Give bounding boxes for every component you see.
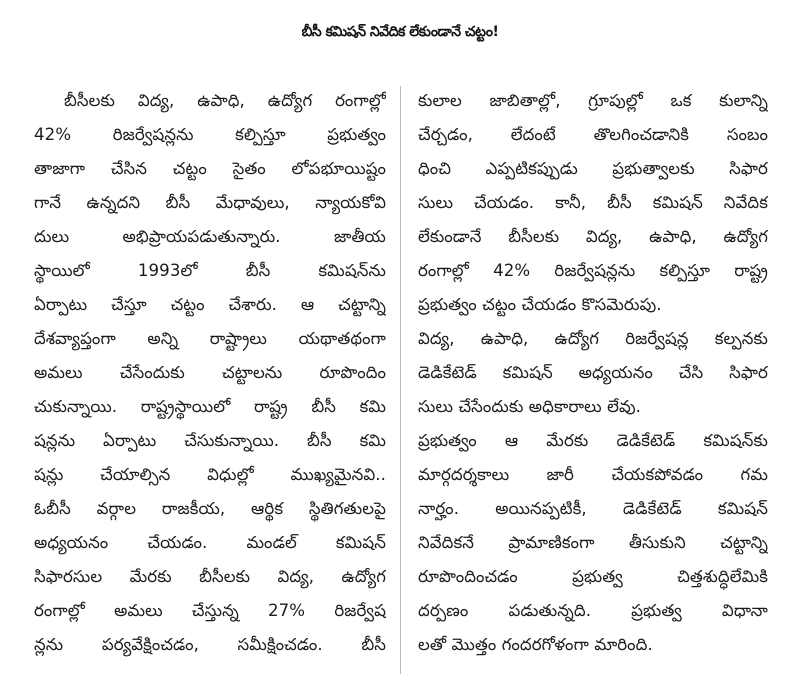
- right-column: [418, 84, 768, 662]
- right-line: విద్య, ఉపాధి, ఉద్యోగ రిజర్వేషన్ల కల్పనకు: [418, 329, 768, 348]
- right-line: డెడికేటెడ్ కమిషన్ అధ్యయనం చేసి సిఫార: [418, 363, 768, 382]
- left-line: ఏర్పాటు చేస్తూ చట్టం చేశారు. ఆ చట్టాన్ని: [34, 295, 386, 314]
- left-line: చుకున్నాయి. రాష్ట్రస్థాయిలో రాష్ట్ర బీసీ కమి: [34, 397, 386, 416]
- right-line: ధించి ఎప్పటికప్పుడు ప్రభుత్వాలకు సిఫార: [418, 159, 768, 178]
- column-divider: [400, 86, 401, 674]
- left-line: తాజాగా చేసిన చట్టం సైతం లోపభూయిష్టం: [34, 159, 386, 178]
- right-line: కులాల జాబితాల్లో, గ్రూపుల్లో ఒక కులాన్ని: [418, 91, 768, 110]
- left-line: దులు అభిప్రాయపడుతున్నారు. జాతీయ: [34, 227, 386, 246]
- article-headline: బీసీ కమిషన్ నివేదిక లేకుండానే చట్టం!: [301, 24, 499, 40]
- left-line: సిఫారసుల మేరకు బీసీలకు విద్య, ఉద్యోగ: [34, 567, 386, 586]
- right-line: నివేదికనే ప్రామాణికంగా తీసుకుని చట్టాన్ని: [418, 533, 768, 552]
- right-line: నార్హం. అయినప్పటికీ, డెడికేటెడ్ కమిషన్: [418, 499, 768, 518]
- right-line: మార్గదర్శకాలు జారీ చేయకపోవడం గమ: [418, 465, 768, 484]
- left-line: దేశవ్యాప్తంగా అన్ని రాష్ట్రాలు యథాతథంగా: [34, 329, 386, 348]
- right-line: సులు చేసేందుకు అధికారాలు లేవు.: [418, 397, 641, 416]
- right-line: ప్రభుత్వం ఆ మేరకు డెడికేటెడ్ కమిషన్‌కు: [418, 431, 768, 450]
- left-line: అధ్యయనం చేయడం. మండల్ కమిషన్: [34, 533, 386, 552]
- left-line: షన్లు చేయాల్సిన విధుల్లో ముఖ్యమైనవి..: [34, 465, 386, 484]
- left-line: గానే ఉన్నదని బీసీ మేధావులు, న్యాయకోవి: [34, 193, 386, 212]
- left-line: 42% రిజర్వేషన్లను కల్పిస్తూ ప్రభుత్వం: [34, 125, 386, 144]
- right-line: లేకుండానే బీసీలకు విద్య, ఉపాధి, ఉద్యోగ: [418, 227, 768, 246]
- right-line: రంగాల్లో 42% రిజర్వేషన్లను కల్పిస్తూ రాష్ట్ర: [418, 261, 768, 280]
- left-line: బీసీలకు విద్య, ఉపాధి, ఉద్యోగ రంగాల్లో: [64, 91, 386, 110]
- left-column: [34, 84, 386, 662]
- right-line: రూపొందించడం ప్రభుత్వ చిత్తశుద్ధిలేమికి: [418, 567, 768, 586]
- right-line: చేర్చడం, లేదంటే తొలగించడానికి సంబం: [418, 125, 768, 144]
- right-line: సులు చేయడం. కానీ, బీసీ కమిషన్ నివేదిక: [418, 193, 768, 212]
- left-line: షన్లను ఏర్పాటు చేసుకున్నాయి. బీసీ కమి: [34, 431, 386, 450]
- right-line: దర్పణం పడుతున్నది. ప్రభుత్వ విధానా: [418, 601, 768, 620]
- right-line: ప్రభుత్వం చట్టం చేయడం కొసమెరుపు.: [418, 295, 662, 314]
- left-line: ఓబీసీ వర్గాల రాజకీయ, ఆర్థిక స్థితిగతులపై: [34, 499, 386, 518]
- left-line: స్థాయిలో 1993లో బీసీ కమిషన్‌ను: [34, 261, 386, 280]
- left-line: రంగాల్లో అమలు చేస్తున్న 27% రిజర్వేష: [34, 601, 386, 620]
- left-line: న్లను పర్యవేక్షించడం, సమీక్షించడం. బీసీ: [34, 635, 386, 654]
- left-line: అమలు చేసేందుకు చట్టాలను రూపొందిం: [34, 363, 386, 382]
- right-line: లతో మొత్తం గందరగోళంగా మారింది.: [418, 635, 653, 654]
